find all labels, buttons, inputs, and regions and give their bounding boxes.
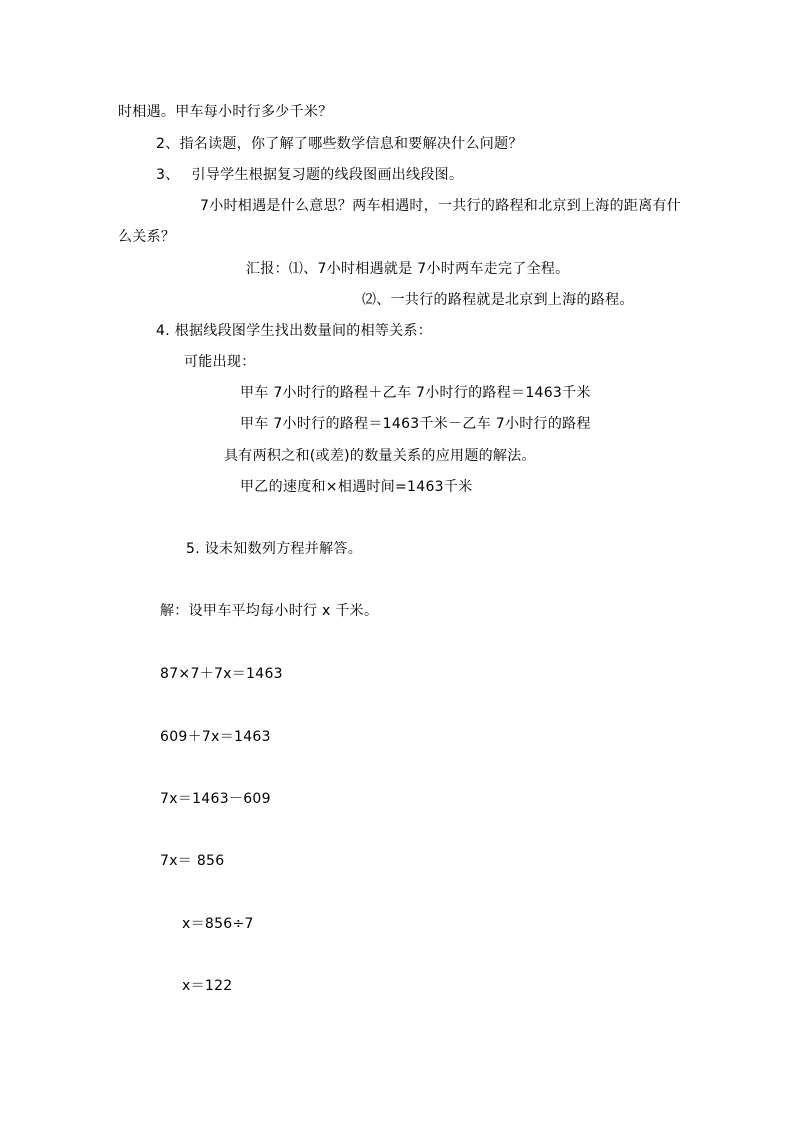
text-line-1: 时相遇。甲车每小时行多少千米？ — [118, 104, 333, 120]
equation-line-4: 7x＝ 856 — [160, 853, 225, 869]
text-line-12: 具有两积之和(或差)的数量关系的应用题的解法。 — [224, 448, 536, 464]
text-line-2: 2、指名读题，你了解了哪些数学信息和要解决什么问题？ — [156, 136, 523, 152]
equation-line-1: 87×7＋7x＝1463 — [160, 666, 283, 682]
text-line-8: 4. 根据线段图学生找出数量间的相等关系： — [156, 323, 433, 339]
text-line-10: 甲车 7小时行的路程＋乙车 7小时行的路程＝1463千米 — [240, 385, 591, 401]
equation-line-2: 609＋7x＝1463 — [160, 729, 271, 745]
text-line-11: 甲车 7小时行的路程＝1463千米－乙车 7小时行的路程 — [240, 416, 591, 432]
text-line-15: 解：设甲车平均每小时行 x 千米。 — [160, 603, 379, 619]
text-line-5: 么关系？ — [118, 229, 176, 245]
text-line-9: 可能出现： — [184, 354, 256, 370]
text-line-7: ⑵、一共行的路程就是北京到上海的路程。 — [362, 292, 634, 308]
text-line-13: 甲乙的速度和×相遇时间=1463千米 — [240, 479, 473, 495]
equation-line-5: x＝856÷7 — [182, 916, 254, 932]
equation-line-3: 7x＝1463－609 — [160, 791, 271, 807]
text-line-6: 汇报：⑴、7小时相遇就是 7小时两车走完了全程。 — [246, 261, 570, 277]
text-line-3: 3、 引导学生根据复习题的线段图画出线段图。 — [156, 167, 464, 183]
text-line-4: 7小时相遇是什么意思？两车相遇时，一共行的路程和北京到上海的距离有什 — [200, 198, 682, 214]
text-line-14: 5. 设未知数列方程并解答。 — [186, 541, 363, 557]
equation-line-6: x＝122 — [182, 978, 233, 994]
